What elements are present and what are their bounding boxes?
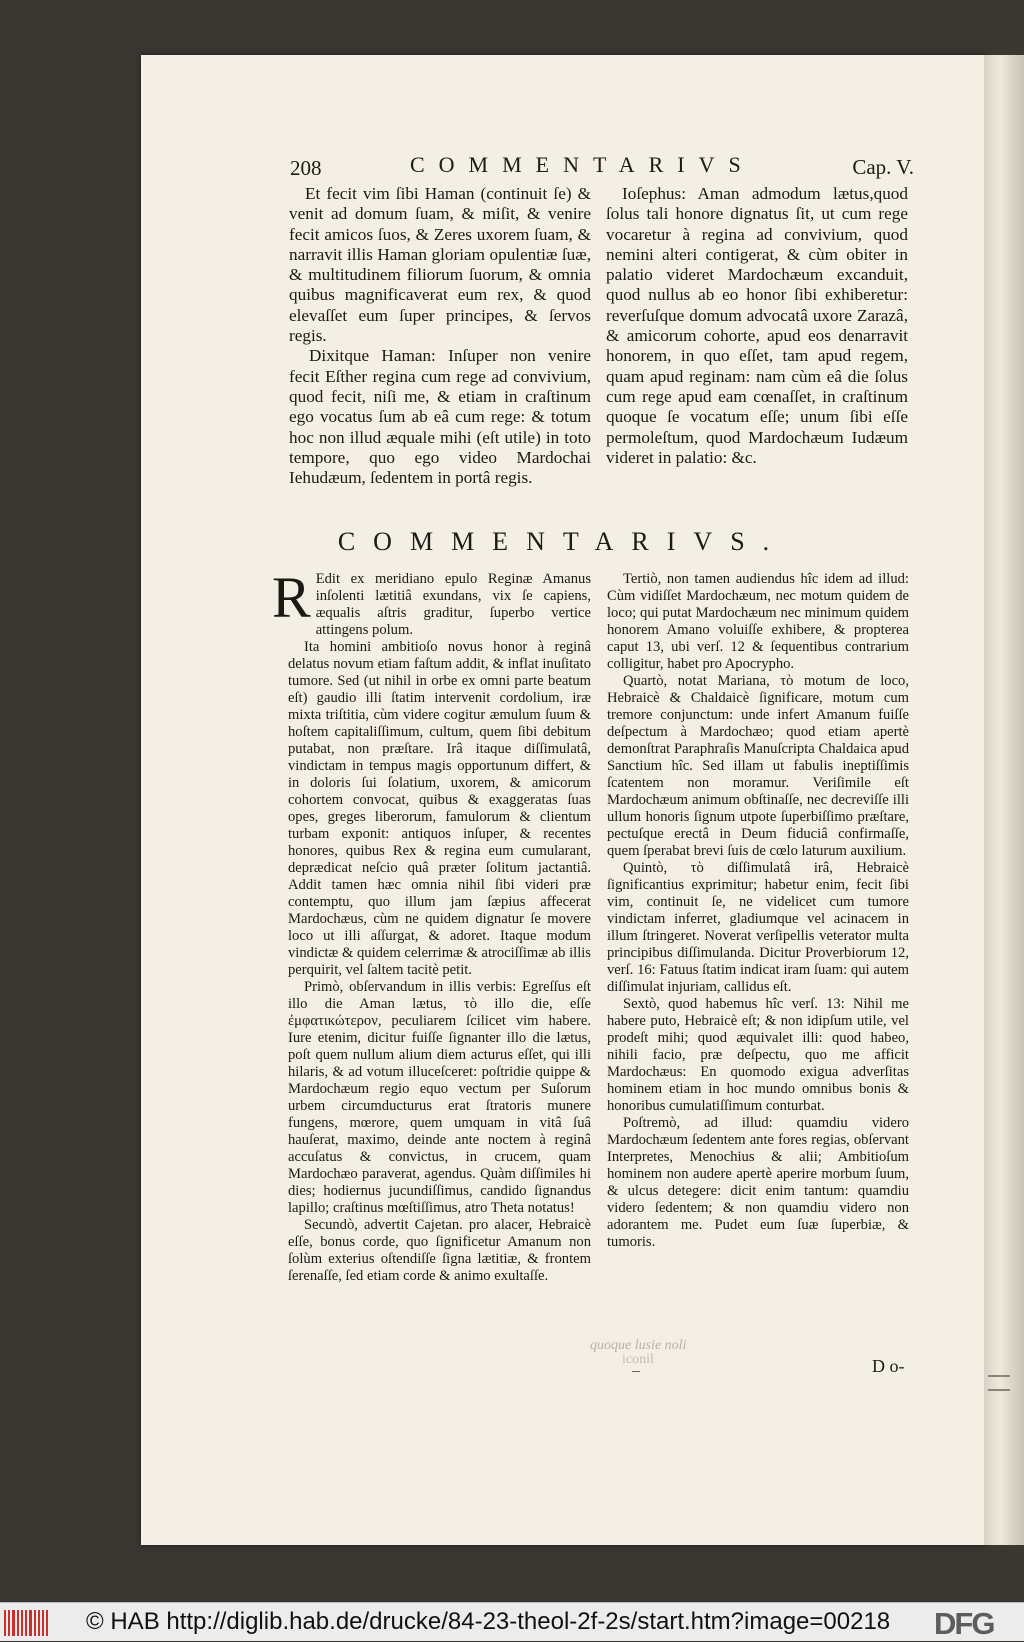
commentary-paragraph: Tertiò, non tamen audiendus hîc idem ad illud: Cùm vidiſſet Mardochæum, nec motum quidem de loco; qui putat Mardochæum nec minimum quidem honorem Amano voluiſſe exhibere, & propterea caput 13, ubi verſ. 12 & ſequentibus contrarium colligitur, habet pro Apocrypho. (607, 571, 909, 672)
commentary-paragraph: Quintò, τὸ diſſimulatâ irâ, Hebraicè ſignificantius exprimitur; habetur enim, fecit ſibi vim, continuit ſe, ne videlicet cum tumore vindictam inferret, gladiumque vel acinacem in illum ſtringeret. Noverat verſipellis veterator multa principibus diſſimulanda. Dicitur Proverbiorum 12, verſ. 16: Fatuus ſtatim indicat iram ſuam: qui autem diſſimulat injuriam, callidus eſt. (607, 860, 909, 995)
barcode-icon (4, 1610, 48, 1636)
running-header (148, 152, 914, 182)
commentary-paragraph: Quartò, notat Mariana, τὸ motum de loco, Hebraicè & Chaldaicè ſignificare, motum cum tremore conjunctum: unde infert Amanum fuiſſe deſpectum à Mardochæo; quod etiam apertè demonſtrat Paraphraſis Manuſcripta Chaldaica apud Sanctium hîc. Sed illam ut fabulis ineptiſſimis ſcatentem non moramur. Veriſimile eſt Mardochæum animum obſtinaſſe, nec decreviſſe illi ullum honoris ſignum utpote ſuperbiſſimo præſtare, pectuſque erectâ in Deum fiduciâ confirmaſſe, quem ſperabat brevi ſuis de cœlo laturum auxilium. (607, 673, 909, 859)
dfg-logo: DFG (934, 1606, 994, 1641)
commentary-column-right (607, 571, 909, 1251)
commentary-paragraph: Sextò, quod habemus hîc verſ. 13: Nihil me habere puto, Hebraicè eſt; & non idipſum utile, vel prodeſt mihi; quod æquivalet illi: quod habeo, nihili facio, præ deſpectu, quo me afficit Mardochæus: En quomodo exigua adverſitas hominem etiam in hoc mundo omnibus bonis & honoribus cumulatiſſimum conturbat. (607, 996, 909, 1114)
catchword: D o- (872, 1356, 905, 1376)
chapter-label: Cap. V. (852, 155, 914, 179)
drop-cap: R (272, 565, 311, 630)
facing-page-edge (984, 55, 1024, 1545)
scripture-column-left (289, 184, 591, 488)
commentary-paragraph: Ita homini ambitioſo novus honor à reginâ delatus novum etiam faſtum addit, & inflat inuſitato tumore. Sed (ut nihil in orbe ex omni parte beatum eſt) gaudio illi ſtatim intervenit cordolium, iræ mixta triſtitia, cùm videre cogitur æmulum ſuum & hoſtem capitaliſſimum, cultum, quem ſibi debitum putabat, non præſtare. Irâ itaque diſſimulatâ, vindictam in tempus magis opportunum differt, & in doloris ſui ſolatium, uxorem, & amicorum cohortem convocat, quibus & exaggeratas ſuas opes, greges liberorum, famulorum & clientum turbam exponit: antiquos inſuper, & recentes honores, quibus Rex & regina eum cumularant, deprædicat neſcio quâ præter ſolitum jactantiâ. Addit tamen hæc omnia nihil ſibi videri præ contemptu, quo illum jam ſæpius affecerat Mardochæus, cùm ne quidem dignatur ſe movere loco ut illi aſſurgat, & adoret. Itaque modum vindictæ & quidem celerrimæ & atrociſſimæ ab illis perquirit, vel ſaltem tacitè petit. (288, 639, 591, 978)
source-link[interactable]: © HAB http://diglib.hab.de/drucke/84-23-theol-2f-2s/start.htm?image=00218 (86, 1608, 891, 1635)
commentary-column-left (272, 565, 591, 1285)
commentary-paragraph: Primò, obſervandum in illis verbis: Egreſſus eſt illo die Aman lætus, τὸ illo die, eſſe ἐμφατικώτερον, peculiarem ſcilicet vim habere. Iure etenim, dicitur fuiſſe ſignanter illo die lætus, poſt quem nullum alium diem acturus eſſet, qui illi hilaris, & ad votum illuceſceret: poſtridie quippe & Mardochæum regio equo vectum per Suſorum urbem circumducturus erat ſtratoris munere fungens, mœrore, quem umquam in vitâ ſuâ hauſerat, maximo, deinde ante noctem à reginâ accuſatus & convictus, in crucem, quam Mardochæo paraverat, agendus. Quàm diſſimiles hi dies; hodiernus jucundiſſimus, candido ſignandus lapillo; craſtinus mœſtiſſimus, atro Theta notatus! (288, 979, 591, 1216)
page-number: 208 (290, 156, 322, 180)
scripture-column-right (606, 184, 908, 468)
printer-mark (632, 1371, 640, 1372)
show-through-text: quoque lusie noli (590, 1338, 687, 1353)
commentary-first-paragraph: Edit ex meridiano epulo Reginæ Amanus inſolenti lætitiâ exundans, vix ſe capiens, æqualis aſtris graditur, ſuperbo vertice attingens polum. (315, 571, 591, 638)
scripture-paragraph: Et fecit vim ſibi Haman (continuit ſe) & venit ad domum ſuam, & miſit, & venire fecit amicos ſuos, & Zeres uxorem ſuam, & narravit illis Haman gloriam opulentiæ ſuæ, & multitudinem filiorum ſuorum, & omnia quibus magnificaverat eum rex, & quod elevaſſet eum ſuper principes, & ſervos regis. (289, 184, 591, 346)
scripture-paragraph: Ioſephus: Aman admodum lætus,quod ſolus tali honore dignatus ſit, ut cum rege vocaretur à regina ad convivium, quod nemini alteri contigerat, & cùm obiter in palatio videret Mardochæum excanduit, quod nullus ab eo honor ſibi exhiberetur: reverſuſque domum advocatâ uxore Zarazâ, & amicorum cohorte, apud eos denarravit honorem, in quo eſſet, tam apud regem, quam apud reginam: nam cùm eâ die ſolus cum rege apud eam cœnaſſet, in craſtinum quoque ſe vocatum eſſe; unum ſibi eſſe permoleſtum, quod Mardochæum Iudæum videret in palatio: &c. (606, 184, 908, 467)
section-title: COMMENTARIVS. (337, 527, 788, 556)
viewer-footer (0, 1602, 1024, 1641)
scripture-paragraph: Dixitque Haman: Inſuper non venire fecit Eſther regina cum rege ad convivium, quod fecit, niſi me, & etiam in craſtinum ego vocatus ſum ab eâ cum rege: & totum hoc non illud æquale mihi (eſt utile) in toto tempore, quo ego video Mardochai Iehudæum, ſedentem in portâ regis. (289, 346, 591, 488)
running-title: COMMENTARIVS (410, 152, 755, 177)
commentary-paragraph: Poſtremò, ad illud: quamdiu videro Mardochæum ſedentem ante fores regias, obſervant Interpretes, Menochius & alii; Ambitioſum hominem non audere apertè aperire morbum ſuum, & ulcus detegere: dicit enim tantum: quamdiu videro ſedentem; & non quamdiu videro non adorantem me. Pudet eum ſuæ ſuperbiæ, & tumoris. (607, 1115, 909, 1250)
show-through-text: iconil (622, 1352, 654, 1367)
commentary-paragraph: Secundò, advertit Cajetan. pro alacer, Hebraicè eſſe, bonus corde, quo ſignificetur Amanum non ſolùm exterius oſtendiſſe ſigna lætitiæ, & frontem ſerenaſſe, ſed etiam corde & animo exultaſſe. (288, 1217, 591, 1284)
